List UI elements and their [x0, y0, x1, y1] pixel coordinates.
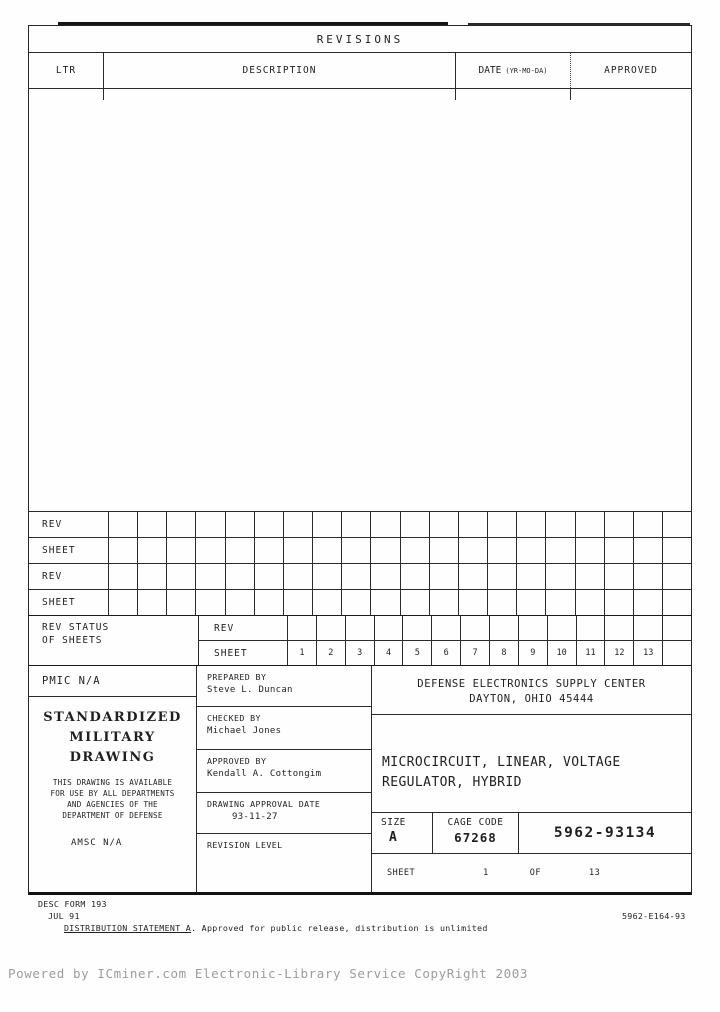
rev-grid-cell: [195, 512, 224, 537]
sheet-count-row: [372, 854, 691, 892]
rev-grid-cell: [370, 512, 399, 537]
rev-grid-cell: [341, 512, 370, 537]
approved-by-box: [197, 749, 371, 792]
rev-grid-cell: [341, 564, 370, 589]
size-box: [372, 813, 433, 853]
rev-row-label: REV: [42, 571, 63, 582]
sheet-grid-cell: [458, 538, 487, 563]
size-cage-number-row: [372, 813, 691, 854]
smd-heading-line3: DRAWING: [69, 750, 156, 765]
sheet-grid-cell: [166, 590, 195, 615]
rev-grid-cells: [108, 512, 691, 537]
sheet-number-cell: 2: [316, 641, 345, 665]
column-divider-stub: [570, 89, 571, 100]
sheet-grid-cell: [137, 538, 166, 563]
rev-row-label: REV: [42, 519, 63, 530]
rev-grid-cell: [108, 512, 137, 537]
rev-status-label-line1: REV STATUS: [42, 622, 110, 633]
sheet-grid-cell: [400, 590, 429, 615]
sheet-grid-cell: [604, 538, 633, 563]
sheet-number-cell: 8: [489, 641, 518, 665]
rev-grid-cell: [195, 564, 224, 589]
form-name: DESC FORM 193: [38, 899, 107, 909]
pmic-field: PMIC N/A: [29, 666, 196, 697]
sheet-grid-cell: [487, 590, 516, 615]
sheet-grid-cell: [225, 538, 254, 563]
rev-status-sheet-row: [199, 640, 691, 665]
sheet-grid-cell: [575, 590, 604, 615]
sheet-sublabel: SHEET: [214, 647, 248, 659]
form-date: JUL 91: [48, 911, 80, 921]
rev-status-cell: [374, 616, 403, 640]
rev-status-cell: [604, 616, 633, 640]
document-reference: 5962-E164-93: [622, 911, 686, 921]
sheet-number-cell: 1: [287, 641, 316, 665]
sheet-grid-cell: [108, 590, 137, 615]
approved-by-label: APPROVED BY: [207, 756, 267, 766]
sheet-grid-cell: [166, 538, 195, 563]
rev-status-cell: [489, 616, 518, 640]
rev-grid-cell: [575, 564, 604, 589]
smd-panel: [29, 697, 196, 892]
sheet-number-cell: 7: [460, 641, 489, 665]
rev-status-cell: [518, 616, 547, 640]
rev-grid-cell: [633, 564, 662, 589]
sheet-number-cell: 11: [576, 641, 605, 665]
sheet-grid-row-1: [29, 537, 691, 563]
column-header-approved: APPROVED: [604, 65, 658, 76]
rev-grid-cell: [283, 564, 312, 589]
rev-grid-cell: [137, 512, 166, 537]
sheet-grid-row-2: [29, 589, 691, 615]
rev-grid-cell: [458, 564, 487, 589]
sheet-grid-cells: [108, 538, 691, 563]
rev-grid-cell: [662, 512, 691, 537]
library-service-watermark: Powered by ICminer.com Electronic-Library Service CopyRight 2003: [8, 966, 529, 981]
column-divider-stub: [455, 89, 456, 100]
sheet-grid-cell: [516, 538, 545, 563]
rev-grid-cell: [487, 564, 516, 589]
sheet-grid-cell: [283, 538, 312, 563]
rev-grid-cell: [254, 512, 283, 537]
sheet-grid-cell: [400, 538, 429, 563]
rev-grid-cell: [429, 564, 458, 589]
rev-grid-cell: [400, 512, 429, 537]
approved-by-value: Kendall A. Cottongim: [207, 769, 322, 779]
checked-by-value: Michael Jones: [207, 726, 282, 736]
sheet-number-cell: 13: [633, 641, 662, 665]
agency-box: [372, 666, 691, 715]
date-format-hint: (YR-MO-DA): [505, 66, 548, 75]
rev-grid-cell: [283, 512, 312, 537]
rev-status-cell: [316, 616, 345, 640]
availability-line: DEPARTMENT OF DEFENSE: [62, 811, 163, 820]
rev-grid-cell: [312, 564, 341, 589]
sheet-number-cell: 5: [402, 641, 431, 665]
sheet-number-cell: 12: [604, 641, 633, 665]
rev-grid-cell: [166, 564, 195, 589]
agency-name: DEFENSE ELECTRONICS SUPPLY CENTER: [417, 678, 646, 690]
availability-line: FOR USE BY ALL DEPARTMENTS: [50, 789, 175, 798]
rev-status-rev-row: [199, 616, 691, 640]
sheet-grid-cell: [575, 538, 604, 563]
rev-status-cell: [431, 616, 460, 640]
rev-status-label: [29, 616, 199, 665]
revisions-header-row: [29, 53, 691, 89]
document-number-box: [519, 813, 691, 853]
rev-grid-cell: [166, 512, 195, 537]
distribution-statement-text: . Approved for public release, distribution is unlimited: [191, 923, 488, 933]
of-label: OF: [529, 868, 541, 878]
sheet-grid-cell: [225, 590, 254, 615]
smd-heading-line2: MILITARY: [69, 730, 156, 745]
sheet-grid-cell: [429, 538, 458, 563]
sheet-number-cell: 4: [374, 641, 403, 665]
left-info-column: [29, 666, 197, 892]
agency-location: DAYTON, OHIO 45444: [469, 693, 594, 705]
sheet-grid-cell: [283, 590, 312, 615]
rev-grid-cell: [545, 564, 574, 589]
rev-grid-cell: [545, 512, 574, 537]
title-block-band: [29, 665, 691, 892]
approval-date-label: DRAWING APPROVAL DATE: [207, 799, 321, 809]
rev-status-grid: [199, 616, 691, 665]
rev-grid-cell: [604, 512, 633, 537]
sheet-grid-cell: [195, 590, 224, 615]
sheet-number-cell: 3: [345, 641, 374, 665]
revision-level-label: REVISION LEVEL: [207, 840, 283, 850]
sheet-grid-cell: [487, 538, 516, 563]
sheet-grid-cell: [312, 590, 341, 615]
document-number: 5962-93134: [553, 825, 657, 841]
rev-grid-cells: [108, 564, 691, 589]
sheet-grid-cell: [341, 590, 370, 615]
sheet-grid-cell: [312, 538, 341, 563]
availability-line: THIS DRAWING IS AVAILABLE: [52, 778, 173, 787]
checked-by-box: [197, 706, 371, 749]
size-label: SIZE: [381, 817, 406, 828]
sheet-total-value: 13: [588, 868, 601, 878]
prepared-by-value: Steve L. Duncan: [207, 685, 293, 695]
sheet-grid-cell: [604, 590, 633, 615]
rev-sublabel: REV: [214, 622, 235, 634]
rev-grid-row-2: [29, 563, 691, 589]
rev-status-band: [29, 615, 691, 665]
sheet-number-value: 1: [483, 868, 489, 878]
amsc-field: AMSC N/A: [71, 838, 123, 848]
rev-status-label-line2: OF SHEETS: [42, 635, 103, 646]
rev-status-cell: [547, 616, 576, 640]
rev-status-cell: [402, 616, 431, 640]
sheet-grid-cell: [341, 538, 370, 563]
rev-grid-cell: [458, 512, 487, 537]
rev-grid-cell: [662, 564, 691, 589]
sheet-row-label: SHEET: [42, 597, 76, 608]
sheet-grid-cell: [254, 538, 283, 563]
rev-status-cell: [576, 616, 605, 640]
sheet-grid-cell: [516, 590, 545, 615]
column-header-date: [456, 53, 571, 88]
cage-code-value: 67268: [454, 830, 497, 845]
rev-grid-cell: [516, 512, 545, 537]
rev-status-cell: [345, 616, 374, 640]
sheet-grid-cell: [545, 590, 574, 615]
rev-grid-cell: [312, 512, 341, 537]
sheet-row-label: SHEET: [42, 545, 76, 556]
rev-grid-cell: [604, 564, 633, 589]
rev-grid-cell: [225, 512, 254, 537]
revisions-title: REVISIONS: [29, 26, 691, 53]
rev-grid-cell: [108, 564, 137, 589]
distribution-statement: [64, 923, 488, 933]
rev-grid-row-1: [29, 511, 691, 537]
approval-date-value: 93-11-27: [232, 812, 278, 822]
rev-grid-cell: [575, 512, 604, 537]
approval-date-box: [197, 792, 371, 833]
title-column: [372, 666, 691, 892]
sheet-grid-cell: [108, 538, 137, 563]
rev-status-cell: [633, 616, 662, 640]
rev-grid-cell: [400, 564, 429, 589]
sheet-grid-cell: [633, 590, 662, 615]
drawing-form: [28, 25, 692, 895]
prepared-by-box: [197, 666, 371, 706]
sheet-grid-cell: [545, 538, 574, 563]
revisions-empty-area: [29, 89, 691, 511]
sheet-number-cell: 6: [431, 641, 460, 665]
sheet-grid-cell: [137, 590, 166, 615]
sheet-grid-cell: [458, 590, 487, 615]
date-label: DATE: [478, 65, 502, 76]
rev-status-cell: [662, 616, 691, 640]
size-value: A: [389, 830, 397, 845]
rev-grid-cell: [429, 512, 458, 537]
sheet-grid-cell: [633, 538, 662, 563]
sheet-number-cell: 9: [518, 641, 547, 665]
cage-code-label: CAGE CODE: [447, 817, 504, 828]
drawing-title-line2: REGULATOR, HYBRID: [382, 775, 522, 790]
column-header-description: DESCRIPTION: [104, 53, 456, 88]
column-divider-stub: [103, 89, 104, 100]
sheet-grid-cell: [429, 590, 458, 615]
rev-status-rev-cells: [287, 616, 691, 640]
revision-level-box: [197, 833, 371, 892]
rev-grid-cell: [370, 564, 399, 589]
sheet-grid-cell: [662, 590, 691, 615]
column-header-ltr: LTR: [29, 53, 104, 88]
rev-grid-cell: [137, 564, 166, 589]
distribution-statement-heading: DISTRIBUTION STATEMENT A: [64, 923, 192, 933]
rev-status-cell: [287, 616, 316, 640]
sheet-grid-cell: [195, 538, 224, 563]
smd-heading-line1: STANDARDIZED: [43, 710, 182, 725]
sheet-grid-cell: [254, 590, 283, 615]
availability-line: AND AGENCIES OF THE: [67, 800, 158, 809]
sheet-grid-cells: [108, 590, 691, 615]
rev-status-cell: [460, 616, 489, 640]
rev-grid-cell: [225, 564, 254, 589]
smd-heading: [29, 708, 196, 768]
sheet-grid-cell: [662, 538, 691, 563]
approvals-column: [197, 666, 372, 892]
drawing-title-line1: MICROCIRCUIT, LINEAR, VOLTAGE: [382, 755, 621, 770]
sheet-label: SHEET: [387, 868, 416, 878]
sheet-number-cell: 10: [547, 641, 576, 665]
rev-status-sheet-cells: [287, 641, 691, 665]
sheet-grid-cell: [370, 538, 399, 563]
availability-note: [29, 777, 196, 821]
checked-by-label: CHECKED BY: [207, 713, 261, 723]
drawing-title-box: [372, 715, 691, 813]
sheet-number-cell: [662, 641, 691, 665]
sheet-grid-cell: [370, 590, 399, 615]
rev-grid-cell: [254, 564, 283, 589]
prepared-by-label: PREPARED BY: [207, 672, 267, 682]
cage-code-box: [433, 813, 519, 853]
rev-grid-cell: [516, 564, 545, 589]
rev-grid-cell: [633, 512, 662, 537]
rev-grid-cell: [487, 512, 516, 537]
